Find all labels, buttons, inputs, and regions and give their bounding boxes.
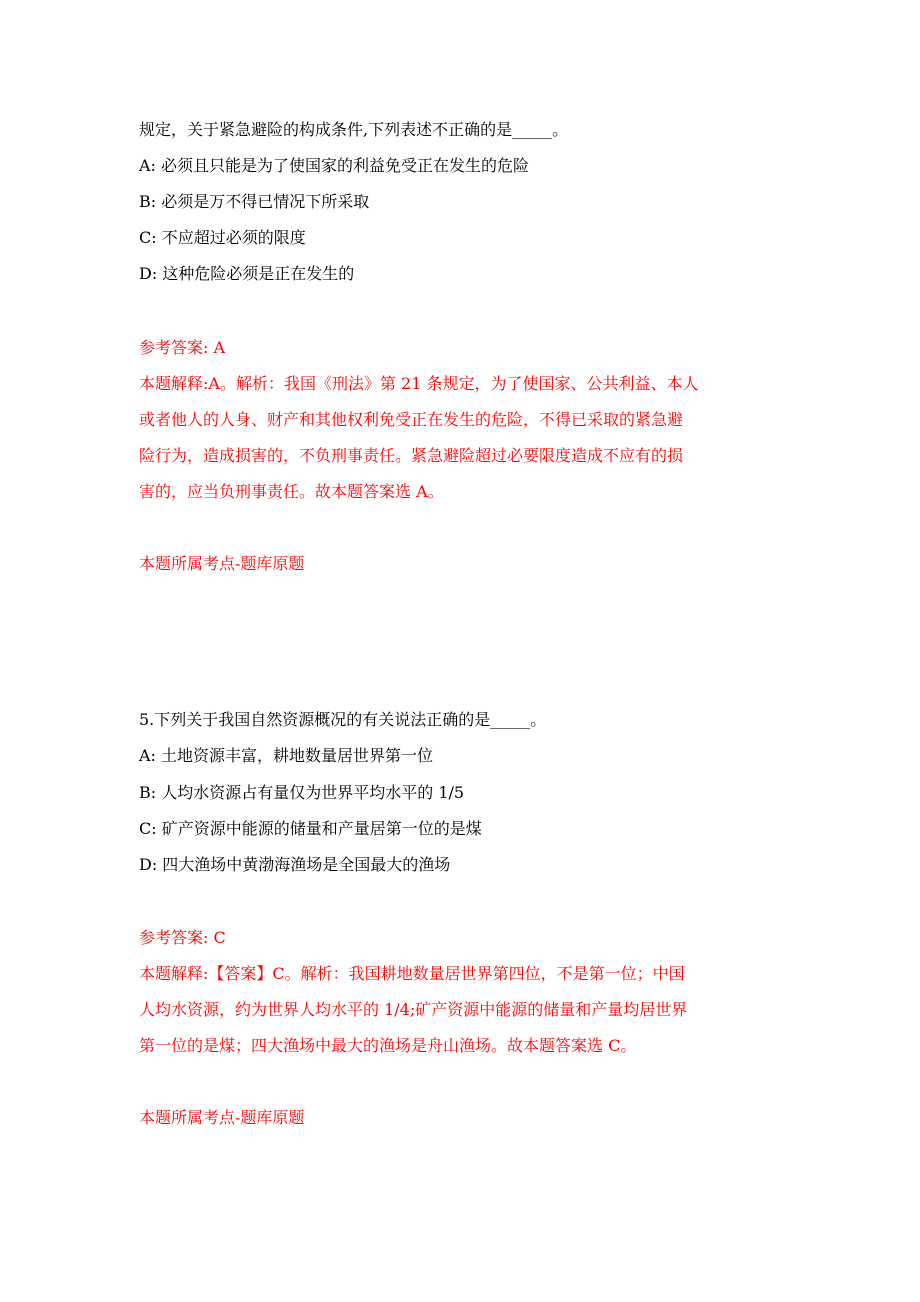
explanation-line: 本题解释:【答案】C。解析：我国耕地数量居世界第四位，不是第一位；中国: [139, 964, 685, 983]
explanation-line: 或者他人的人身、财产和其他权利免受正在发生的危险，不得已采取的紧急避: [139, 410, 684, 429]
question-stem: 规定，关于紧急避险的构成条件,下列表述不正确的是_____。: [139, 120, 569, 139]
explanation-line: 害的，应当负刑事责任。故本题答案选 A。: [139, 482, 444, 501]
explanation-line: 人均水资源，约为世界人均水平的 1/4;矿产资源中能源的储量和产量均居世界: [139, 1000, 688, 1019]
option-d: D: 四大渔场中黄渤海渔场是全国最大的渔场: [139, 855, 451, 874]
topic-label: 本题所属考点-题库原题: [139, 554, 305, 573]
option-b: B: 人均水资源占有量仅为世界平均水平的 1/5: [139, 783, 465, 802]
option-b: B: 必须是万不得已情况下所采取: [139, 192, 370, 211]
option-c: C: 不应超过必须的限度: [139, 228, 306, 247]
option-a: A: 土地资源丰富，耕地数量居世界第一位: [139, 746, 434, 765]
option-d: D: 这种危险必须是正在发生的: [139, 264, 355, 283]
explanation-line: 第一位的是煤；四大渔场中最大的渔场是舟山渔场。故本题答案选 C。: [139, 1036, 637, 1055]
explanation-line: 险行为，造成损害的，不负刑事责任。紧急避险超过必要限度造成不应有的损: [139, 446, 684, 465]
topic-label: 本题所属考点-题库原题: [139, 1108, 305, 1127]
option-c: C: 矿产资源中能源的储量和产量居第一位的是煤: [139, 819, 482, 838]
answer-label: 参考答案: A: [139, 338, 226, 357]
answer-label: 参考答案: C: [139, 928, 226, 947]
option-a: A: 必须且只能是为了使国家的利益免受正在发生的危险: [139, 156, 530, 175]
question-stem: 5.下列关于我国自然资源概况的有关说法正确的是_____。: [139, 710, 547, 729]
explanation-line: 本题解释:A。解析：我国《刑法》第 21 条规定，为了使国家、公共利益、本人: [139, 374, 699, 393]
